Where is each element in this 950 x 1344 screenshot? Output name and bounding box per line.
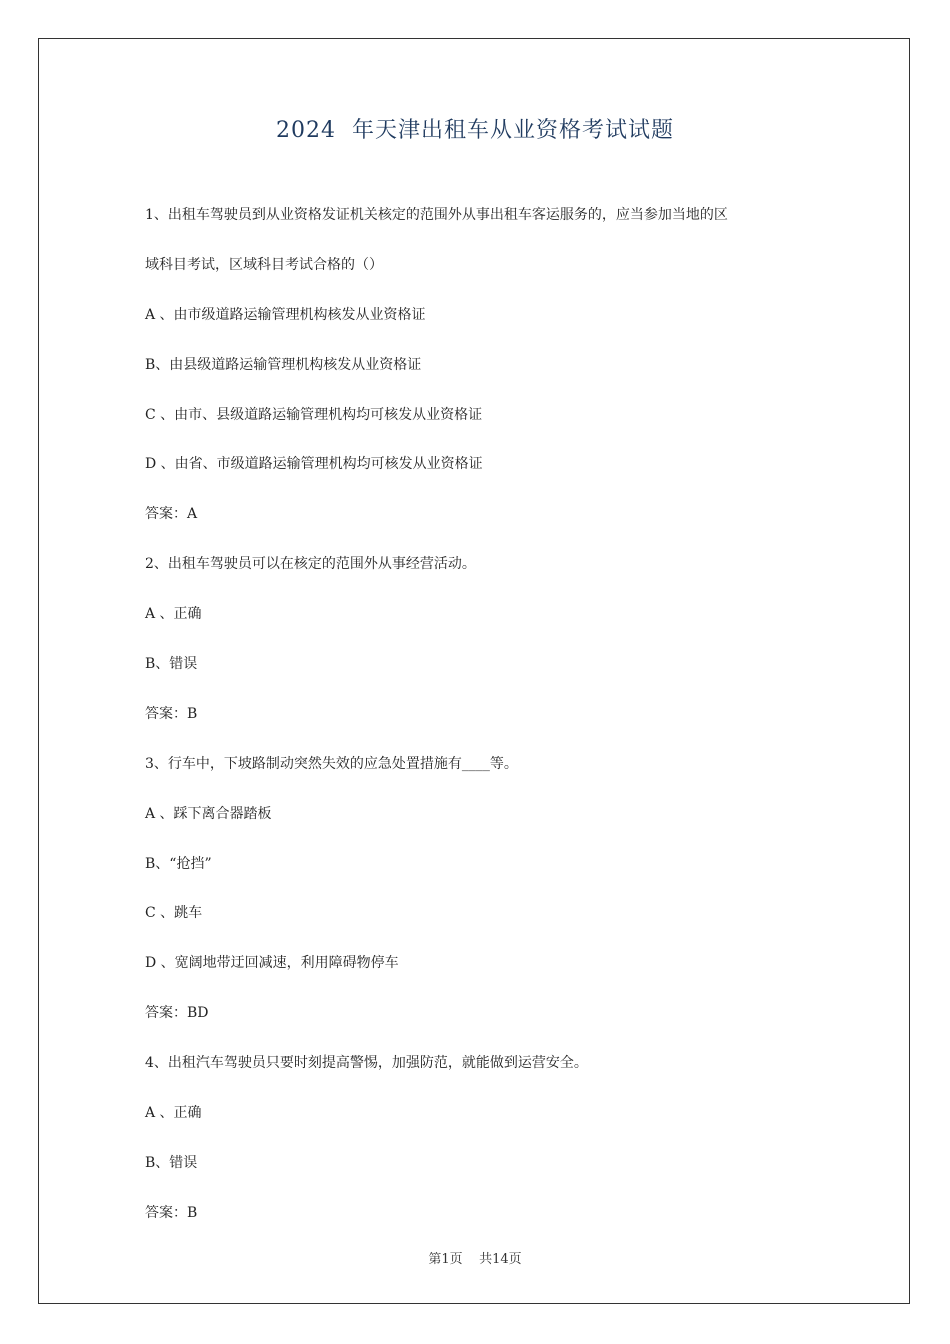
text-line: 1、出租车驾驶员到从业资格发证机关核定的范围外从事出租车客运服务的，应当参加当地的区 bbox=[145, 207, 728, 223]
text-line: A 、正确 bbox=[145, 1105, 202, 1122]
text-line: A 、由市级道路运输管理机构核发从业资格证 bbox=[145, 306, 426, 323]
text-line: 答案：B bbox=[145, 705, 198, 722]
text-line: 答案：BD bbox=[145, 1005, 209, 1022]
text-line: D 、由省、市级道路运输管理机构均可核发从业资格证 bbox=[145, 456, 483, 473]
document-body bbox=[145, 200, 825, 1248]
text-line: B、错误 bbox=[145, 656, 198, 673]
text-line: 答案：A bbox=[145, 506, 198, 523]
text-line: D 、宽阔地带迂回减速，利用障碍物停车 bbox=[145, 955, 399, 972]
document-title: 2024 年天津出租车从业资格考试试题 bbox=[276, 118, 674, 143]
text-line: C 、跳车 bbox=[145, 905, 203, 922]
text-line: B、由县级道路运输管理机构核发从业资格证 bbox=[145, 356, 422, 373]
text-line: C 、由市、县级道路运输管理机构均可核发从业资格证 bbox=[145, 406, 483, 423]
text-line: 2、出租车驾驶员可以在核定的范围外从事经营活动。 bbox=[145, 556, 476, 573]
page-footer: 第1页 共14页 bbox=[428, 1252, 522, 1267]
text-line: 域科目考试，区域科目考试合格的（） bbox=[145, 256, 383, 273]
text-line: B、“抢挡” bbox=[145, 855, 212, 872]
text-line: A 、踩下离合器踏板 bbox=[145, 805, 272, 822]
text-line: 答案：B bbox=[145, 1204, 198, 1221]
text-line: B、错误 bbox=[145, 1154, 198, 1171]
text-line: 3、行车中，下坡路制动突然失效的应急处置措施有____等。 bbox=[145, 755, 518, 772]
text-line: A 、正确 bbox=[145, 606, 202, 623]
text-line: 4、出租汽车驾驶员只要时刻提高警惕，加强防范，就能做到运营安全。 bbox=[145, 1055, 588, 1072]
